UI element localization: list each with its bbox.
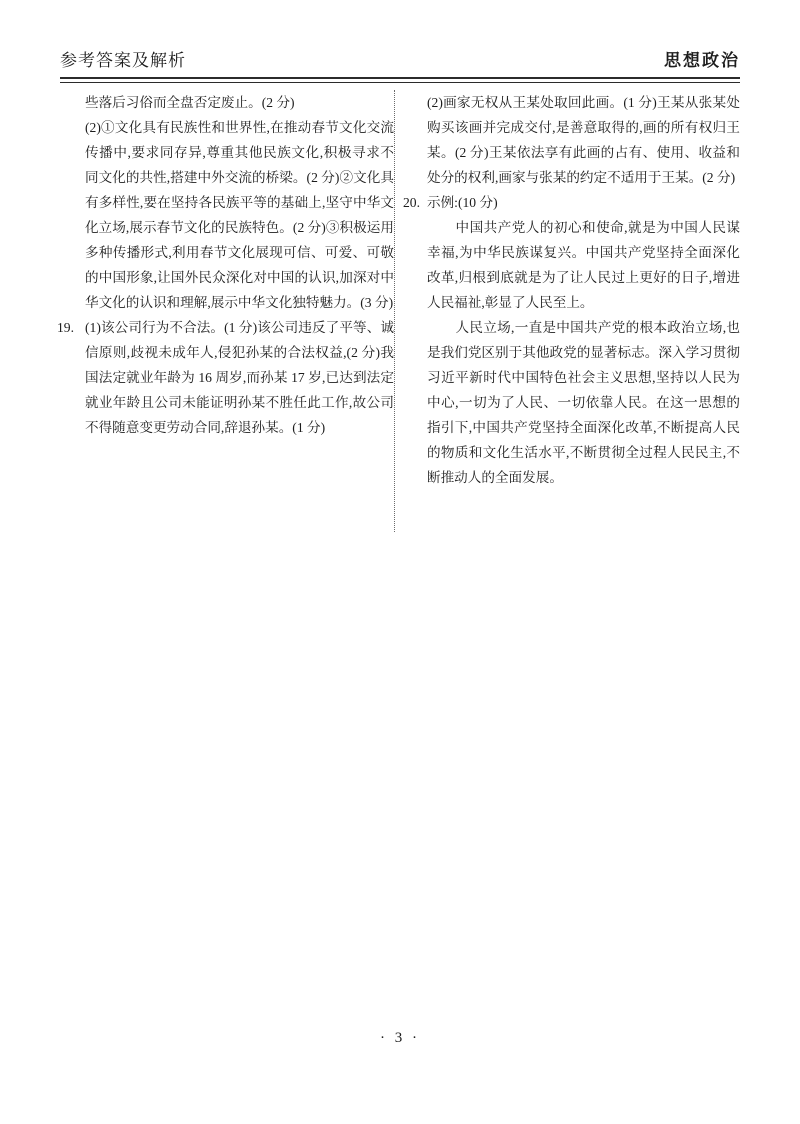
page-header (60, 46, 740, 71)
answer-item-19 (57, 315, 394, 440)
answer-item-19-part2 (427, 90, 740, 190)
header-right-title: 思想政治 (664, 51, 740, 70)
answer-label: 示例:(10 分) (427, 195, 498, 210)
answer-paragraph: 些落后习俗而全盘否定废止。(2 分) (85, 95, 295, 110)
question-number: 20. (403, 195, 420, 210)
answer-item-18-continuation (85, 90, 394, 315)
header-left-title: 参考答案及解析 (60, 51, 186, 70)
left-column (57, 90, 394, 440)
answer-item-20 (403, 190, 740, 490)
page-number: · 3 · (380, 1030, 420, 1046)
two-column-body (57, 90, 740, 532)
answer-paragraph: (2)画家无权从王某处取回此画。(1 分)王某从张某处购买该画并完成交付,是善意取得的,画的所有权归王某。(2 分)王某依法享有此画的占有、使用、收益和处分的权利,画家与张某的约定不适用于王某。(2 分) (427, 95, 740, 185)
answer-paragraph: 人民立场,一直是中国共产党的根本政治立场,也是我们党区别于其他政党的显著标志。深入学习贯彻习近平新时代中国特色社会主义思想,坚持以人民为中心,一切为了人民、一切依靠人民。在这一思想的指引下,中国共产党坚持全面深化改革,不断提高人民的物质和文化生活水平,不断贯彻全过程人民民主,不断推动人的全面发展。 (427, 320, 740, 485)
answer-paragraph: 中国共产党人的初心和使命,就是为中国人民谋幸福,为中华民族谋复兴。中国共产党坚持全面深化改革,归根到底就是为了让人民过上更好的日子,增进人民福祉,彰显了人民至上。 (427, 220, 740, 310)
right-column (395, 90, 740, 490)
header-double-rule (60, 77, 740, 83)
answer-paragraph: (2)①文化具有民族性和世界性,在推动春节文化交流传播中,要求同存异,尊重其他民族文化,积极寻求不同文化的共性,搭建中外交流的桥梁。(2 分)②文化具有多样性,要在坚持各民族平等的基础上,坚守中华文化立场,展示春节文化的民族特色。(2 分)③积极运用多种传播形式,利用春节文化展现可信、可爱、可敬的中国形象,让国外民众深化对中国的认识,加深对中华文化的认识和理解,展示中华文化独特魅力。(3 分) (85, 120, 394, 310)
answer-paragraph: (1)该公司行为不合法。(1 分)该公司违反了平等、诚信原则,歧视未成年人,侵犯孙某的合法权益,(2 分)我国法定就业年龄为 16 周岁,而孙某 17 岁,已达到法定就业年龄且公司未能证明孙某不胜任此工作,故公司不得随意变更劳动合同,辞退孙某。(1 分) (85, 320, 394, 435)
question-number: 19. (57, 320, 74, 335)
